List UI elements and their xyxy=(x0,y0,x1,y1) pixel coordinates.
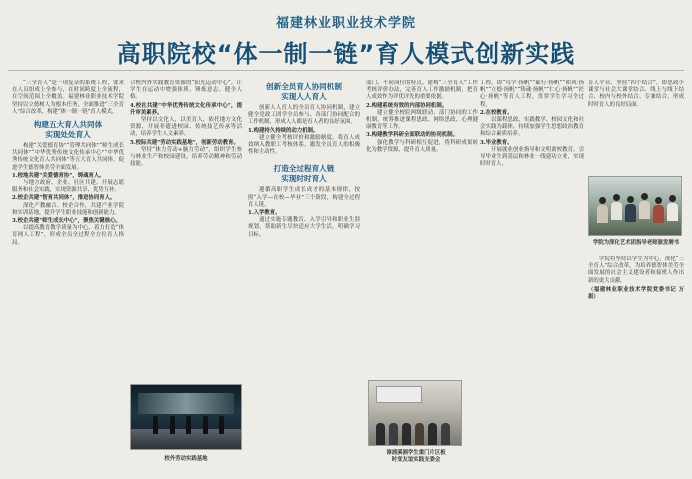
photo-caption: 校外劳动实践基地 xyxy=(164,456,208,462)
section-heading-2-line1: 创新全员育人协同机制 xyxy=(266,82,342,91)
body-paragraph: 育人平台、坚持“四个结合”，即思政小课堂与社会大课堂结合、线上与线下结合、校内与校外结合、专兼结合，形成时时育人的良好局面。 xyxy=(588,80,684,108)
point-heading: 4.校社共建“中华优秀传统文化传承中心”，提升审美素养。 xyxy=(130,102,242,116)
point-heading: 1.入学教育。 xyxy=(248,210,281,217)
section-heading-1-line2: 实现处处育人 xyxy=(45,130,91,140)
photo-students xyxy=(588,176,682,236)
section-heading-3-line2: 实现时时育人 xyxy=(281,174,327,184)
body-paragraph: 创新人人育人的全员育人协同机制，建立健全党政工团学全员参与、各部门协同配合的工作机制，形成人人都是育人者的良好氛围。 xyxy=(248,105,360,126)
author-byline: （福建林业职业技术学院党委书记 万振） xyxy=(588,286,684,301)
column-6-top xyxy=(588,80,684,172)
section-heading-1 xyxy=(12,120,124,140)
body-paragraph: 通过实施专题教育、入学引导和职业生涯规划，帮助新生尽快适应大学生活，明确学习目标。 xyxy=(248,217,360,238)
body-paragraph: 深化产教融合、校企合作，共建产业学院和实训基地，提升学生职业技能和创新能力。 xyxy=(12,202,124,216)
photo-caption-line2: 时变友谊实践支委会 xyxy=(391,457,441,463)
body-paragraph: 构建“关爱德育协”“管理共同体”“师生成长共同体”“中华优秀传统文化传承中心”“中华优秀传统文化育人共同体”等五大育人共同体，促进学生德智体美劳全面发展。 xyxy=(12,143,124,171)
page-title: 高职院校“体一制一链”育人模式创新实践 xyxy=(116,40,576,68)
body-paragraph: 以提高教育教学质量为中心，着力打造“体育网人工程”，形成全员全过程全方位育人格局。 xyxy=(12,225,124,246)
photo-caption-line1: 漳浦溪湘学生重门片区板 xyxy=(386,450,446,456)
point-heading: 3.校企共建“师生成长中心”，聚焦关键核心。 xyxy=(12,218,121,225)
intro-paragraph: “三全育人”是一项复杂的系统工程，要求在人员组成上全参与，在时间跨度上全流程，在空间范围上全覆盖。福建林业职业技术学院坚持以立德树人为根本任务，全面推进“三全育人”综合改革，构建“体一制一链”育人模式。 xyxy=(12,80,124,115)
body-paragraph: 坚持以文化人，以美育人，依托地方文化资源，开展非遗进校园、传统技艺传承等活动，培养学生人文素养。 xyxy=(130,117,242,138)
section-heading-2-line2: 实现人人育人 xyxy=(281,92,327,101)
school-name: 福建林业职业技术学院 xyxy=(275,16,416,31)
point-heading: 2.校企共建“智育共同体”，推进协同育人。 xyxy=(12,195,116,202)
column-2 xyxy=(130,80,242,380)
column-1 xyxy=(12,80,124,472)
section-heading-1-line1: 构建五大育人共同体 xyxy=(33,120,103,130)
photo-caption xyxy=(362,450,470,464)
body-paragraph: 学院将坚持以学生为中心，深化“三全育人”综合改革，为培养德智体美劳全面发展的社会主义建设者和接班人作出新的更大贡献。 xyxy=(588,256,684,284)
body-paragraph: 遵循高职学生成长成才的基本规律，按照“入学—在校—毕业”三个阶段，构建全过程育人链。 xyxy=(248,187,360,208)
body-paragraph: 工程，即“笃学·扬帆”“砺行·扬帆”“和风·扬帆”“立德·扬帆”“铸魂·扬帆”“仁心·扬帆”“匠心·扬帆”等育人工程，贯穿学生学习全过程。 xyxy=(480,80,584,108)
body-paragraph: 以课程思政、实践教学、校园文化和社会实践为载体，持续加强学生思想政治教育和综合素质培养。 xyxy=(480,117,584,138)
section-heading-3-line1: 打造全过程育人链 xyxy=(273,164,335,174)
body-paragraph: 与地方政府、企业、社区共建，开展志愿服务和社会实践，实现资源共享、优势互补。 xyxy=(12,180,124,194)
body-paragraph: 合校内外实践教育资源的“阳光运动中心”，让学生在运动中增强体质、锤炼意志、健全人格。 xyxy=(130,80,242,101)
section-heading-3 xyxy=(248,164,360,184)
body-paragraph: 建立健全考核评价和激励制度，将育人成效纳入教职工考核体系，激发全员育人的积极性和主动性。 xyxy=(248,134,360,156)
photo-caption: 学院为深化艺术团指导老师颁发聘书 xyxy=(592,240,680,246)
point-heading: 5.校际共建“劳动实践基地”，创新劳动教育。 xyxy=(130,139,239,146)
point-heading: 2.在校教育。 xyxy=(480,109,513,116)
point-heading: 1.校地共建“关爱德育协”，铸魂育人。 xyxy=(12,172,105,179)
column-4 xyxy=(366,80,478,378)
column-6-bottom xyxy=(588,256,684,472)
column-3 xyxy=(248,80,360,472)
point-heading: 3.构建教学科研全面联动的协同机制。 xyxy=(366,132,458,139)
photo-classroom xyxy=(368,380,462,446)
column-5 xyxy=(480,80,584,472)
point-heading: 3.毕业教育。 xyxy=(480,139,513,146)
divider xyxy=(8,70,684,71)
point-heading: 2.构建系统有效的内部协同机制。 xyxy=(366,102,448,109)
body-paragraph: 坚持“体力劳动+脑力劳动”，组织学生参与林业生产和校园建设，培养劳动精神和劳动技能。 xyxy=(130,146,242,168)
body-paragraph: 部门、不同岗位的特点，建构“三全育人”工作考核评价办法，完善育人工作激励机制，把育人成效作为评优评先的重要依据。 xyxy=(366,80,478,101)
photo-labor-base xyxy=(130,384,242,450)
body-paragraph: 建立健全校院两级联动、部门协同的工作机制，统筹推进课程思政、网络思政、心理健康教育等工作。 xyxy=(366,109,478,131)
point-heading: 1.构建持久持续的动力机制。 xyxy=(248,127,319,134)
body-paragraph: 强化教学与科研相互促进，将科研成果转化为教学资源，提升育人质量。 xyxy=(366,139,478,153)
section-heading-2 xyxy=(248,82,360,102)
body-paragraph: 开展就业创业指导和文明离校教育，引导毕业生到基层和林业一线建功立业，实现时时育人。 xyxy=(480,146,584,168)
